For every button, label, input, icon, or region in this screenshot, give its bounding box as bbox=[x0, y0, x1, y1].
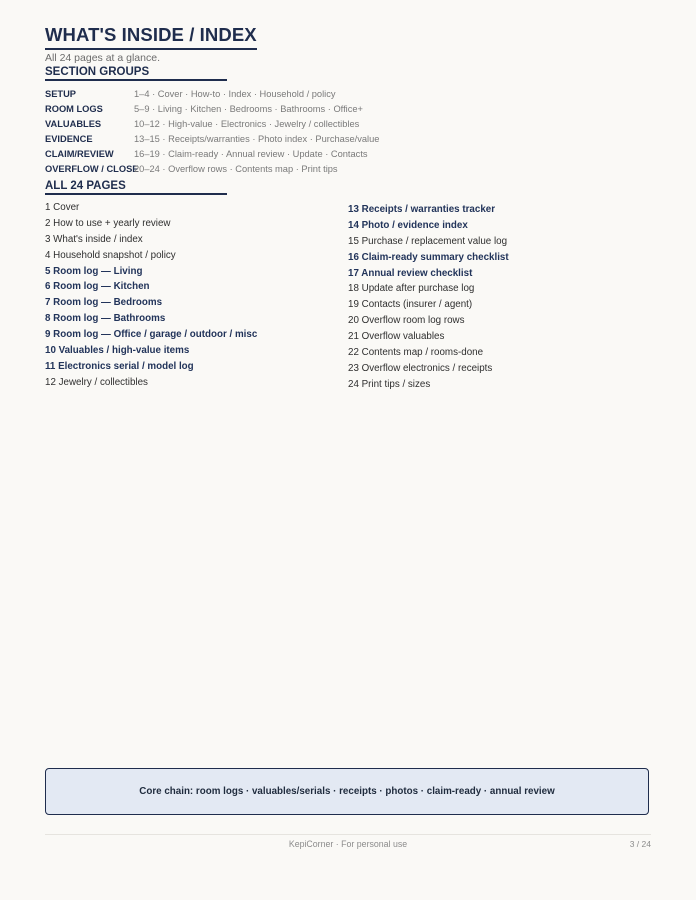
page-list-item: 4 Household snapshot / policy bbox=[45, 249, 176, 261]
page-list-item: 19 Contacts (insurer / agent) bbox=[348, 299, 473, 311]
page-list-item: 9 Room log — Office / garage / outdoor / misc bbox=[45, 329, 258, 341]
page-list-item: 5 Room log — Living bbox=[45, 265, 143, 277]
section-group-name: VALUABLES bbox=[45, 119, 102, 129]
section-group-desc: 20–24 · Overflow rows · Contents map · Print tips bbox=[134, 164, 338, 174]
page-list-item: 23 Overflow electronics / receipts bbox=[348, 362, 493, 374]
page-list-item: 18 Update after purchase log bbox=[348, 283, 475, 295]
section-groups-heading: SECTION GROUPS bbox=[45, 66, 227, 81]
section-group-row bbox=[45, 132, 651, 147]
section-group-name: SETUP bbox=[45, 89, 76, 99]
section-group-desc: 1–4 · Cover · How-to · Index · Household / policy bbox=[134, 89, 336, 99]
page-list-item: 7 Room log — Bedrooms bbox=[45, 297, 163, 309]
page-list-item: 24 Print tips / sizes bbox=[348, 378, 431, 390]
section-group-desc: 16–19 · Claim-ready · Annual review · Update · Contacts bbox=[134, 149, 368, 159]
page-list-item: 1 Cover bbox=[45, 202, 80, 213]
section-group-row bbox=[45, 87, 651, 102]
section-group-row bbox=[45, 162, 651, 177]
pages-column-right bbox=[348, 202, 648, 393]
page bbox=[45, 0, 651, 900]
page-list-item: 12 Jewelry / collectibles bbox=[45, 376, 148, 388]
page-list-item: 3 What's inside / index bbox=[45, 233, 143, 245]
section-groups-list bbox=[45, 87, 651, 177]
section-group-name: EVIDENCE bbox=[45, 134, 93, 144]
page-list-item: 22 Contents map / rooms-done bbox=[348, 347, 484, 359]
page-list-item: 16 Claim-ready summary checklist bbox=[348, 251, 509, 263]
section-group-name: ROOM LOGS bbox=[45, 104, 103, 114]
section-group-desc: 5–9 · Living · Kitchen · Bedrooms · Bathrooms · Office+ bbox=[134, 104, 363, 114]
page-list-item: 10 Valuables / high-value items bbox=[45, 345, 190, 357]
page-list-item: 14 Photo / evidence index bbox=[348, 219, 468, 231]
page-title: WHAT'S INSIDE / INDEX bbox=[45, 24, 257, 50]
section-group-desc: 10–12 · High-value · Electronics · Jewelry / collectibles bbox=[134, 119, 360, 129]
section-group-row bbox=[45, 147, 651, 162]
page-list-item: 2 How to use + yearly review bbox=[45, 217, 171, 229]
page-list-item: 17 Annual review checklist bbox=[348, 267, 473, 279]
page-list-item: 6 Room log — Kitchen bbox=[45, 281, 150, 293]
footer-brand: KepiCorner · For personal use bbox=[288, 839, 408, 849]
section-group-desc: 13–15 · Receipts/warranties · Photo index · Purchase/value bbox=[134, 134, 380, 144]
section-group-row bbox=[45, 117, 651, 132]
page-list-item: 8 Room log — Bathrooms bbox=[45, 313, 166, 325]
section-group-row bbox=[45, 102, 651, 117]
page-list-item: 13 Receipts / warranties tracker bbox=[348, 204, 496, 215]
callout-text: Core chain: room logs · valuables/serials · receipts · photos · claim-ready · annual review bbox=[139, 786, 555, 797]
footer-page-number: 3 / 24 bbox=[629, 839, 651, 849]
section-group-name: CLAIM/REVIEW bbox=[45, 149, 114, 159]
page-list-item: 20 Overflow room log rows bbox=[348, 315, 465, 327]
pages-column-left bbox=[45, 200, 345, 391]
page-list-item: 11 Electronics serial / model log bbox=[45, 360, 194, 372]
all-pages-heading: ALL 24 PAGES bbox=[45, 180, 227, 195]
section-group-name: OVERFLOW / CLOSE bbox=[45, 164, 139, 174]
page-list-item: 21 Overflow valuables bbox=[348, 331, 445, 343]
core-chain-callout bbox=[45, 768, 649, 815]
page-subtitle: All 24 pages at a glance. bbox=[45, 52, 160, 64]
page-list-item: 15 Purchase / replacement value log bbox=[348, 235, 508, 247]
footer-divider bbox=[45, 834, 651, 835]
